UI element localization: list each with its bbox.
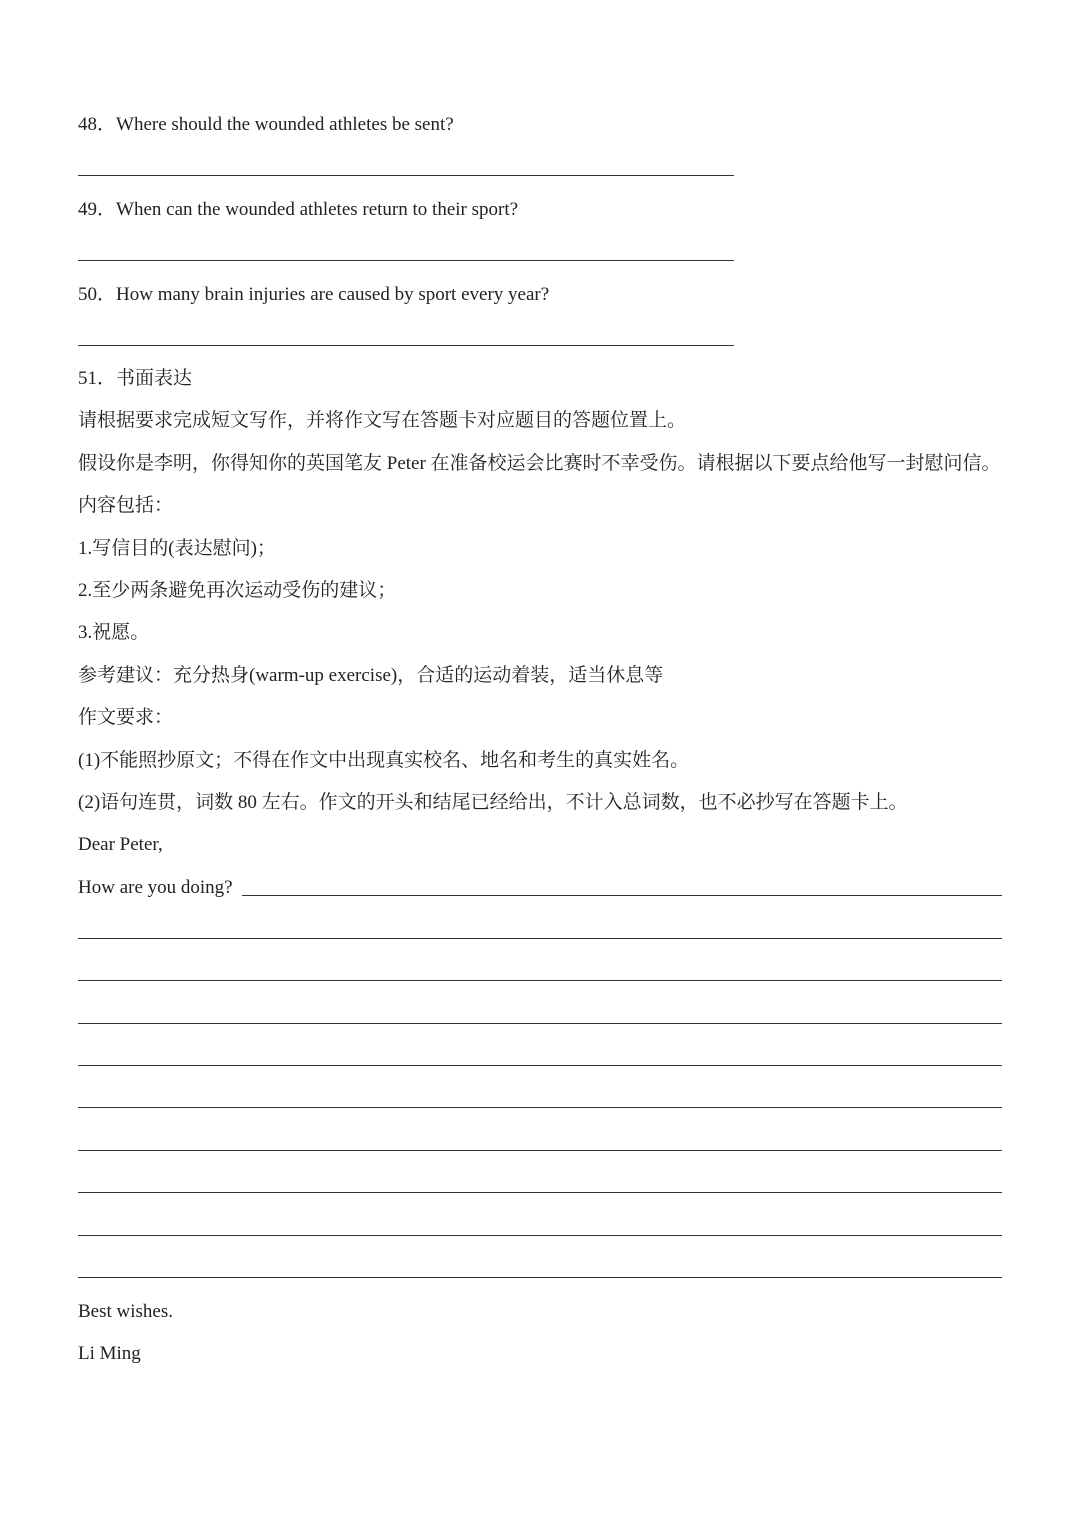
writing-line[interactable] (78, 1065, 1002, 1066)
writing-line[interactable] (242, 895, 1002, 896)
writing-line[interactable] (78, 1277, 1002, 1278)
writing-line[interactable] (78, 1150, 1002, 1151)
content-point-3: 3.祝愿。 (78, 622, 150, 643)
requirements-heading: 作文要求： (78, 707, 174, 728)
question-50 (78, 283, 549, 307)
requirement-2: (2)语句连贯，词数 80 左右。作文的开头和结尾已经给出，不计入总词数，也不必抄写在答题卡上。 (78, 792, 908, 813)
content-point-1: 1.写信目的(表达慰问)； (78, 538, 276, 559)
writing-title: 书面表达 (116, 368, 193, 389)
writing-line[interactable] (78, 938, 1002, 939)
question-number: 50． (78, 284, 117, 305)
writing-line[interactable] (78, 1235, 1002, 1236)
question-text: How many brain injuries are caused by sport every year? (116, 284, 550, 305)
writing-scenario: 假设你是李明，你得知你的英国笔友 Peter 在准备校运会比赛时不幸受伤。请根据以下要点给他写一封慰问信。 (78, 453, 1001, 474)
question-text: When can the wounded athletes return to their sport? (116, 199, 519, 220)
content-point-2: 2.至少两条避免再次运动受伤的建议； (78, 580, 397, 601)
question-number: 49． (78, 199, 117, 220)
reference-suggestion: 参考建议：充分热身(warm-up exercise)，合适的运动着装，适当休息等 (78, 665, 664, 686)
letter-salutation: Dear Peter, (78, 834, 163, 855)
content-heading: 内容包括： (78, 495, 174, 516)
requirement-1: (1)不能照抄原文；不得在作文中出现真实校名、地名和考生的真实姓名。 (78, 750, 690, 771)
letter-opening: How are you doing? (78, 877, 233, 898)
writing-line[interactable] (78, 980, 1002, 981)
question-48 (78, 113, 454, 137)
answer-line-48[interactable] (78, 175, 734, 176)
answer-line-50[interactable] (78, 345, 734, 346)
question-49 (78, 198, 518, 222)
question-number: 51． (78, 368, 117, 389)
letter-closing: Best wishes. (78, 1301, 173, 1322)
writing-instruction: 请根据要求完成短文写作，并将作文写在答题卡对应题目的答题位置上。 (78, 410, 687, 431)
writing-heading (78, 367, 192, 391)
letter-signature: Li Ming (78, 1343, 141, 1364)
answer-line-49[interactable] (78, 260, 734, 261)
writing-line[interactable] (78, 1192, 1002, 1193)
writing-line[interactable] (78, 1023, 1002, 1024)
writing-line[interactable] (78, 1107, 1002, 1108)
question-text: Where should the wounded athletes be sent? (116, 114, 454, 135)
question-number: 48． (78, 114, 117, 135)
